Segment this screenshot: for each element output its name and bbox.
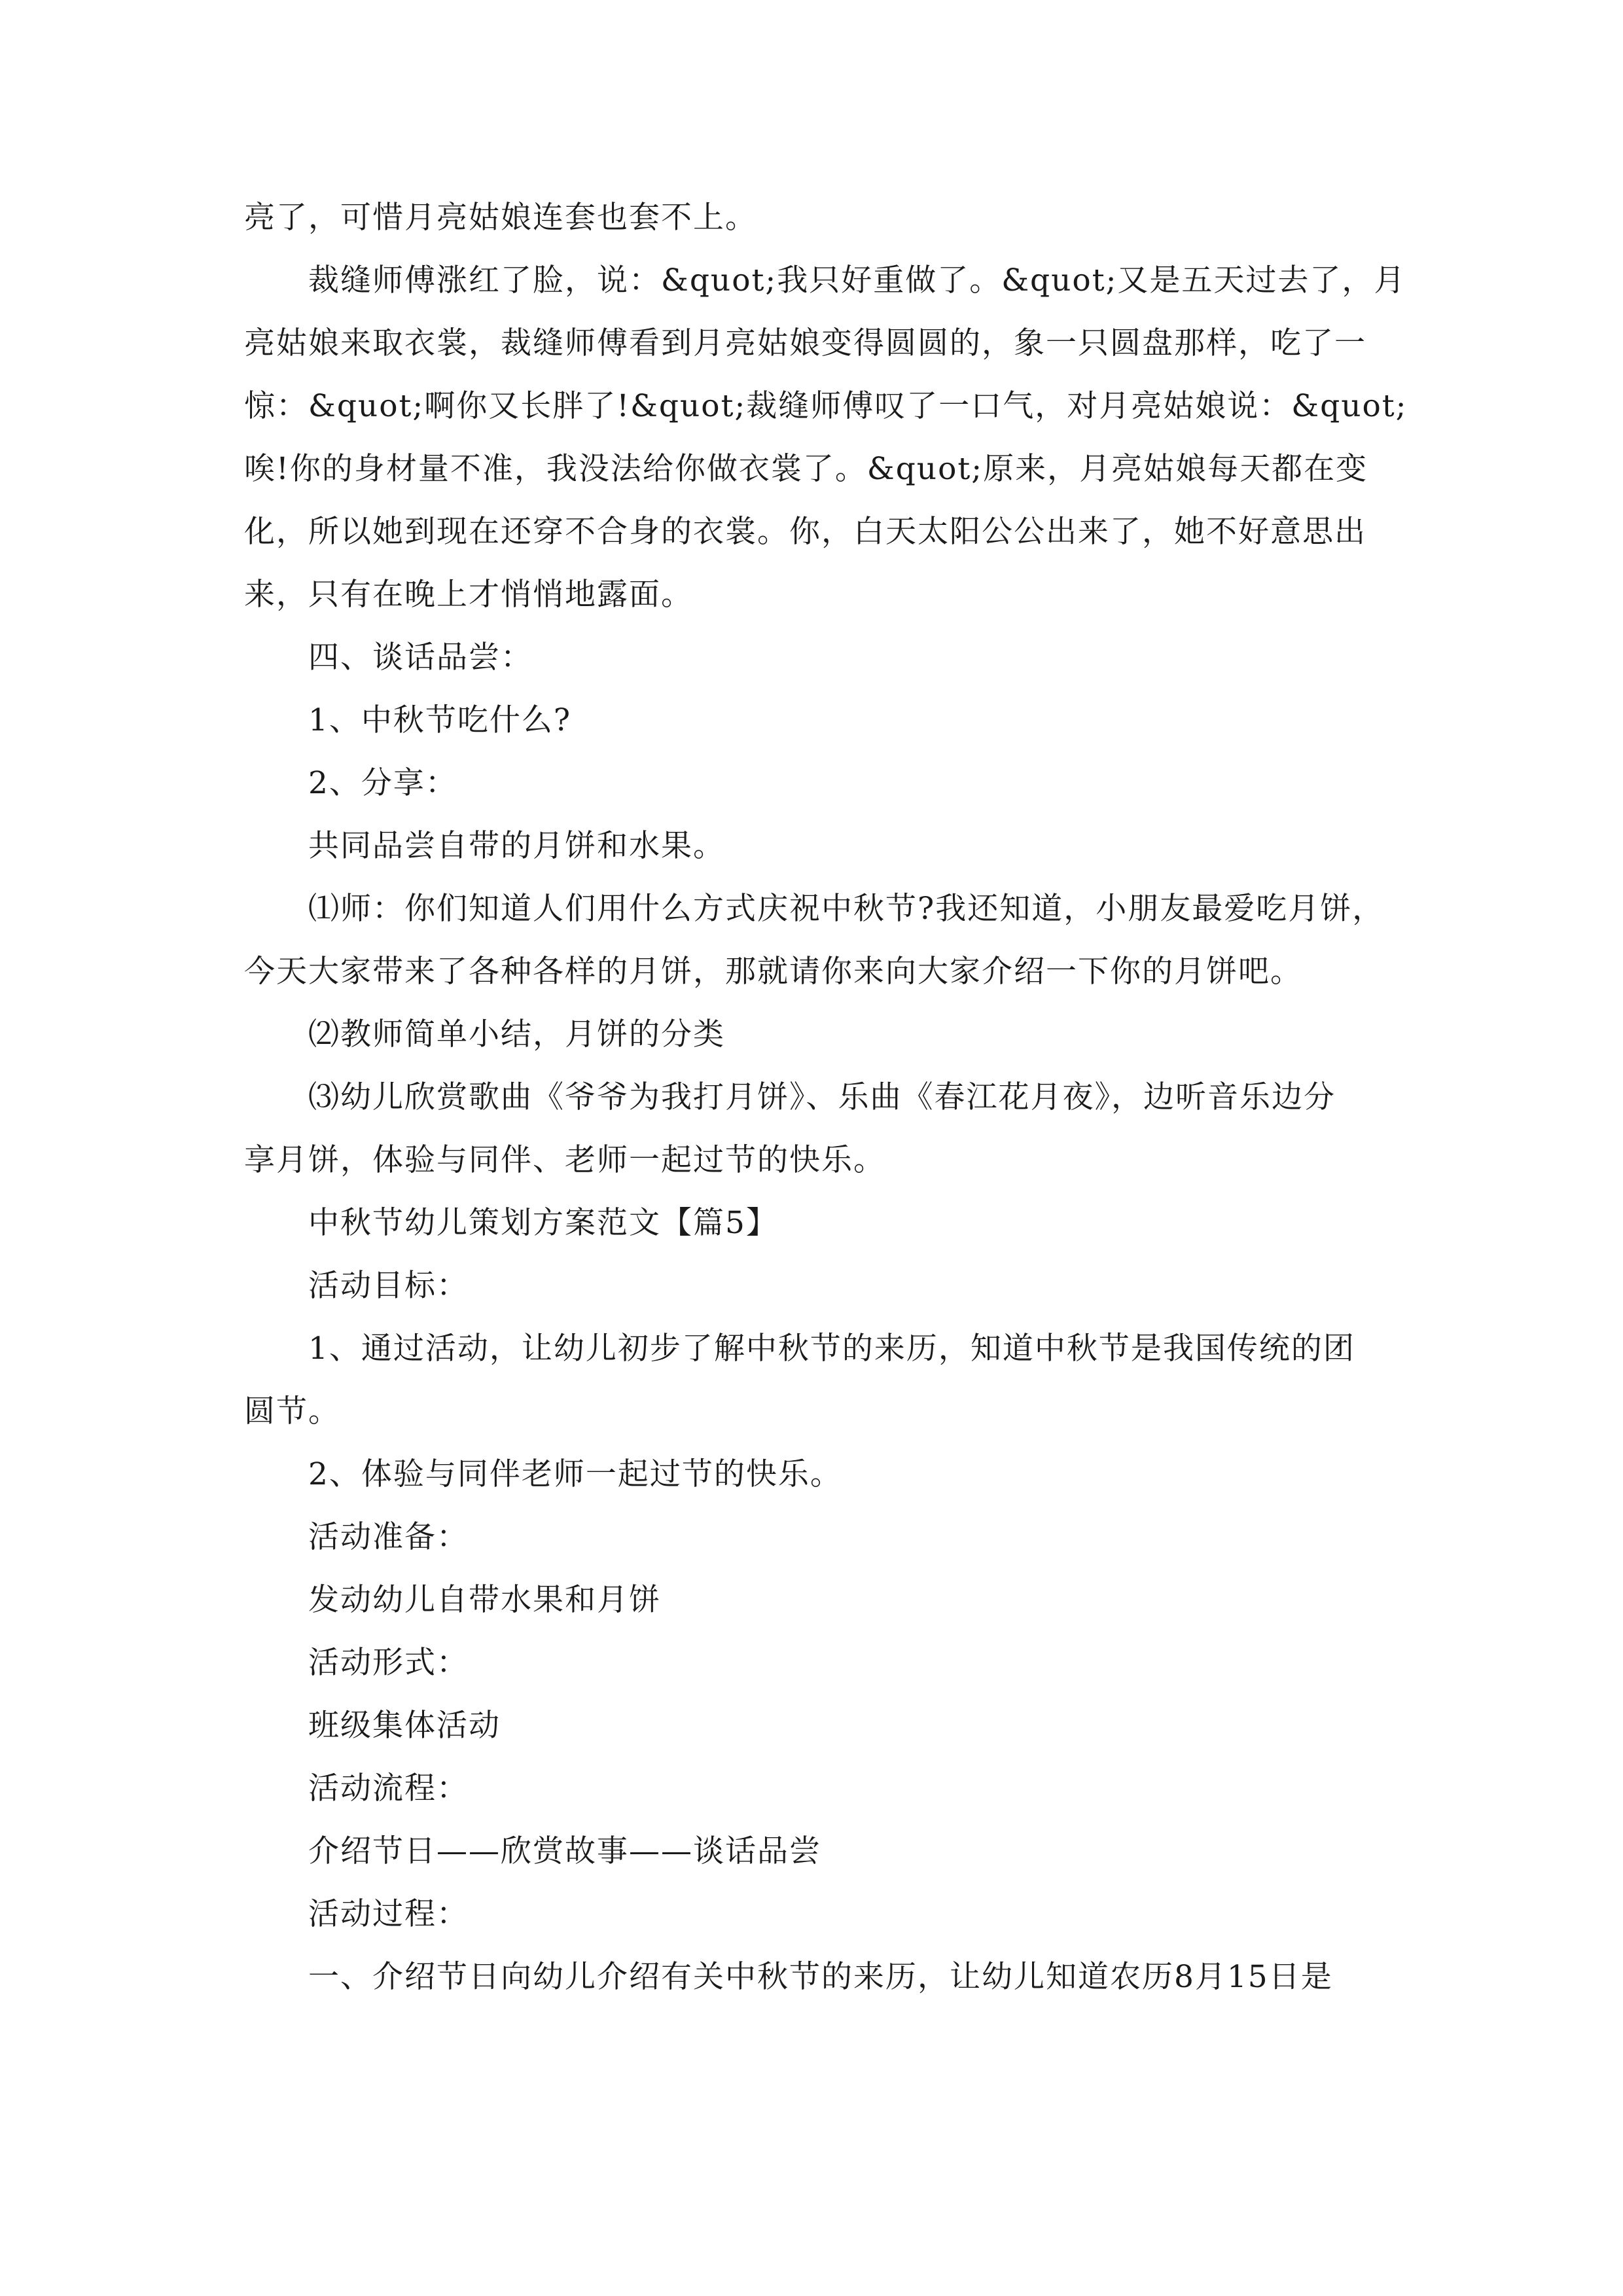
text-line: 圆节。	[244, 1393, 340, 1429]
text-line: 活动过程：	[308, 1896, 469, 1932]
text-line: ⑴师：你们知道人们用什么方式庆祝中秋节?我还知道，小朋友最爱吃月饼，	[308, 891, 1385, 927]
text-line: 活动形式：	[308, 1645, 469, 1681]
text-line: 化，所以她到现在还穿不合身的衣裳。你，白天太阳公公出来了，她不好意思出	[244, 514, 1366, 550]
text-line: 惊：&quot;啊你又长胖了!&quot;裁缝师傅叹了一口气，对月亮姑娘说：&quot;	[244, 388, 1408, 424]
text-line: 活动准备：	[308, 1519, 469, 1555]
text-line: 来，只有在晚上才悄悄地露面。	[244, 577, 693, 613]
text-line: 一、介绍节日向幼儿介绍有关中秋节的来历，让幼儿知道农历8月15日是	[308, 1959, 1333, 1995]
text-line: 发动幼儿自带水果和月饼	[308, 1582, 661, 1618]
text-line: 班级集体活动	[308, 1708, 501, 1744]
text-line: 享月饼，体验与同伴、老师一起过节的快乐。	[244, 1142, 885, 1178]
text-line: ⑵教师简单小结，月饼的分类	[308, 1016, 725, 1052]
text-line: 裁缝师傅涨红了脸，说：&quot;我只好重做了。&quot;又是五天过去了，月	[308, 262, 1406, 298]
text-line: 1、中秋节吃什么?	[308, 702, 572, 738]
text-line: 四、谈话品尝：	[308, 639, 533, 675]
text-line: ⑶幼儿欣赏歌曲《爷爷为我打月饼》、乐曲《春江花月夜》，边听音乐边分	[308, 1079, 1336, 1115]
text-line: 1、通过活动，让幼儿初步了解中秋节的来历，知道中秋节是我国传统的团	[308, 1331, 1355, 1367]
text-line: 活动目标：	[308, 1268, 469, 1304]
text-line: 中秋节幼儿策划方案范文【篇5】	[308, 1205, 778, 1241]
text-line: 活动流程：	[308, 1770, 469, 1806]
text-line: 共同品尝自带的月饼和水果。	[308, 828, 725, 864]
text-line: 亮了，可惜月亮姑娘连套也套不上。	[244, 200, 757, 236]
text-line: 介绍节日——欣赏故事——谈话品尝	[308, 1833, 821, 1869]
text-line: 2、分享：	[308, 765, 457, 801]
text-line: 今天大家带来了各种各样的月饼，那就请你来向大家介绍一下你的月饼吧。	[244, 954, 1302, 990]
document-body	[244, 187, 1408, 2009]
text-line: 唉!你的身材量不准，我没法给你做衣裳了。&quot;原来，月亮姑娘每天都在变	[244, 451, 1368, 487]
text-line: 2、体验与同伴老师一起过节的快乐。	[308, 1456, 842, 1492]
text-line: 亮姑娘来取衣裳，裁缝师傅看到月亮姑娘变得圆圆的，象一只圆盘那样，吃了一	[244, 325, 1366, 361]
